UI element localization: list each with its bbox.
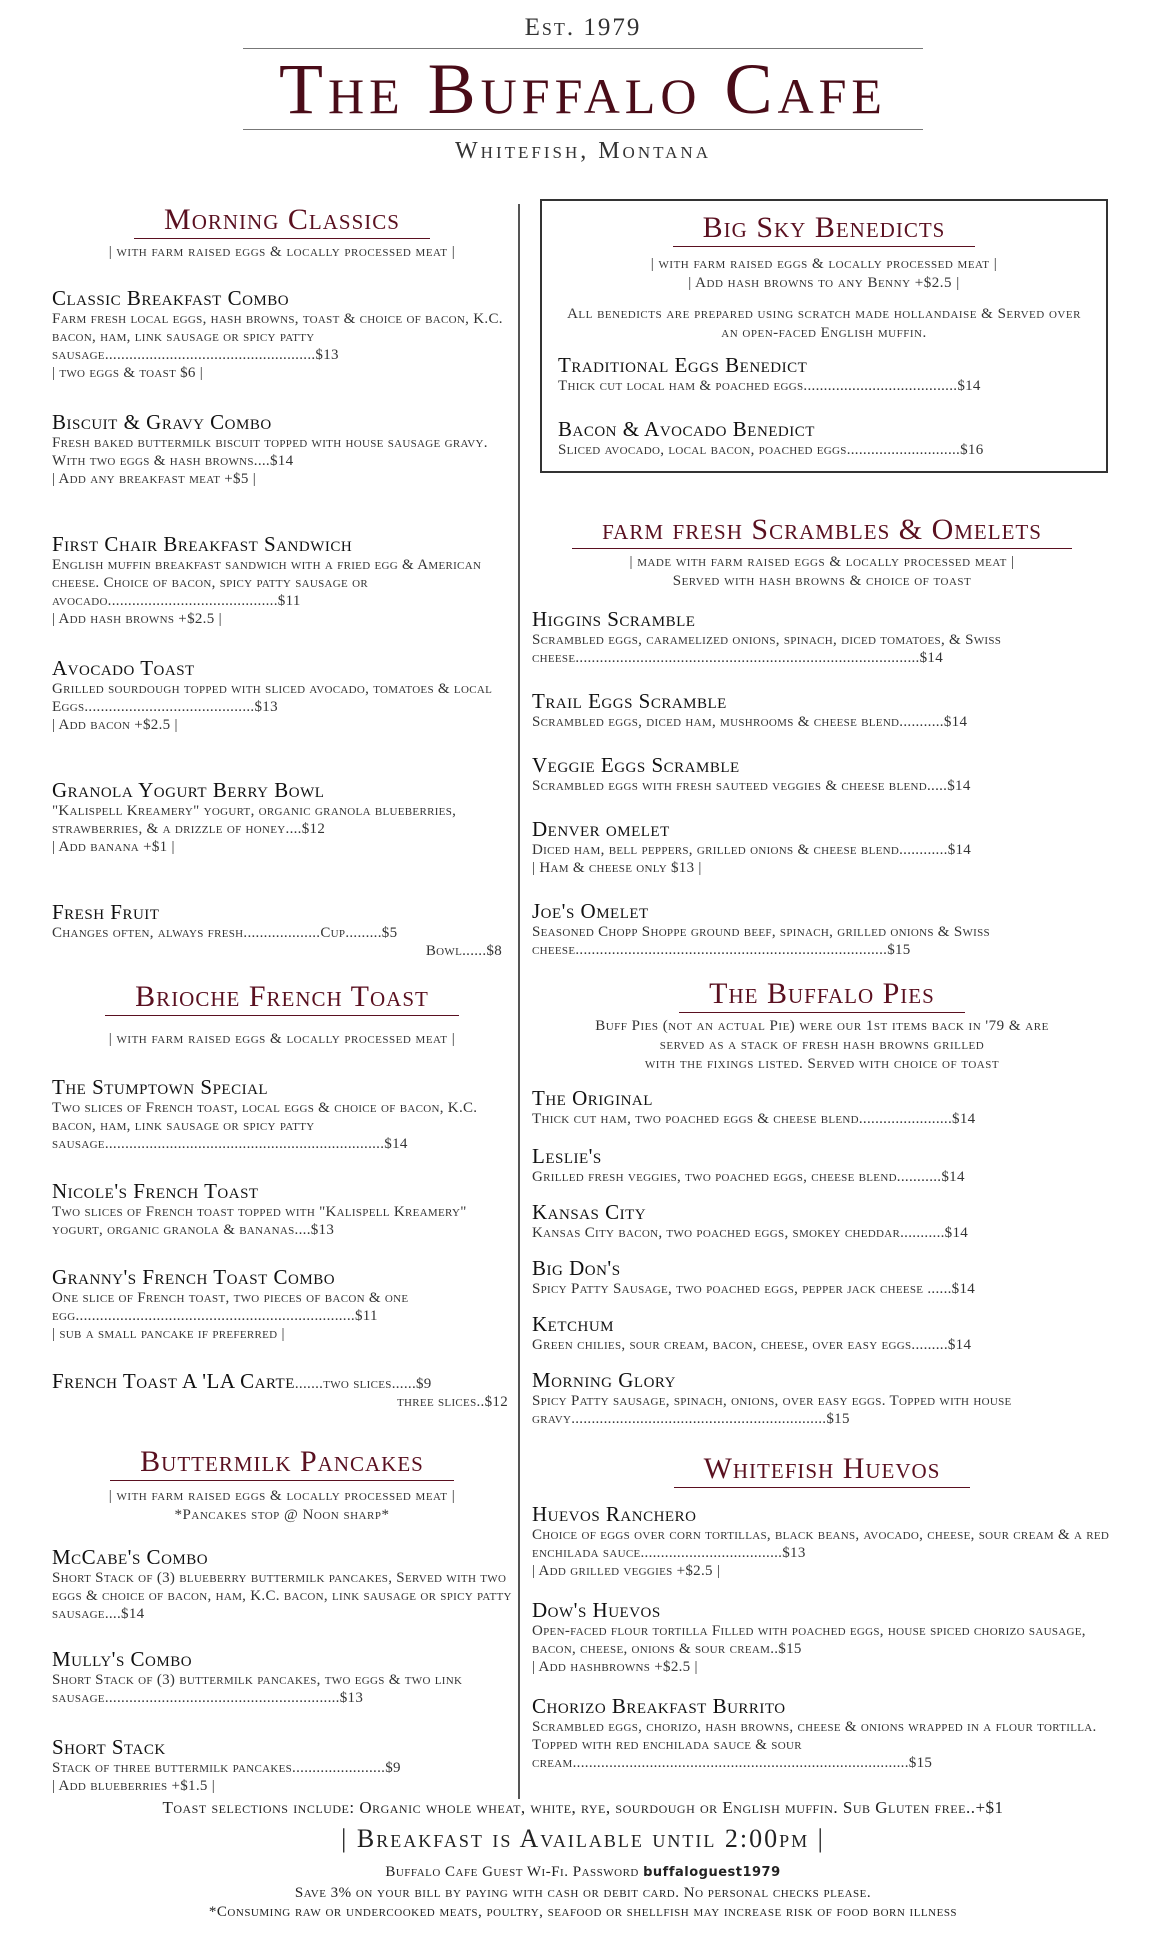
item-name: Short Stack — [52, 1735, 166, 1759]
location: Whitefish, Montana — [455, 138, 711, 164]
menu-item — [52, 1075, 512, 1153]
item-desc: Two slices of French toast topped with "Kalispell Kreamery" yogurt, organic granola & bananas....$13 — [52, 1204, 467, 1238]
item-name: Big Don's — [532, 1256, 621, 1280]
save-notice: Save 3% on your bill by paying with cash or debit card. No personal checks please. — [294, 1885, 872, 1901]
menu-item — [532, 607, 1112, 667]
menu-item — [532, 1144, 1112, 1186]
item-desc: Stack of three buttermilk pancakes.......................$9 — [52, 1760, 401, 1776]
item-name: Chorizo Breakfast Burrito — [532, 1694, 786, 1718]
item-name: First Chair Breakfast Sandwich — [52, 532, 353, 556]
item-name: Traditional Eggs Benedict — [558, 353, 808, 377]
menu-item — [558, 353, 1090, 395]
menu-item — [532, 1502, 1112, 1580]
item-desc: Grilled sourdough topped with sliced avocado, tomatoes & local Eggs..........................................$13 — [52, 681, 493, 715]
item-desc: Short Stack of (3) buttermilk pancakes, two eggs & two link sausage..........................................................$13 — [52, 1672, 463, 1706]
health-warning: *Consuming raw or undercooked meats, poultry, seafood or shellfish may increase risk of food born illness — [208, 1904, 958, 1920]
right-column — [532, 199, 1112, 1772]
item-name: Denver omelet — [532, 817, 670, 841]
item-note: | sub a small pancake if preferred | — [52, 1326, 285, 1342]
section-sub-benedicts-2: | Add hash browns to any Benny +$2.5 | — [688, 275, 960, 291]
section-title-benedicts: Big Sky Benedicts — [673, 211, 976, 247]
item-desc: Spicy Patty sausage, spinach, onions, over easy eggs. Topped with house gravy...............................................................$15 — [532, 1393, 1012, 1427]
menu-item — [532, 817, 1112, 877]
item-desc: Spicy Patty Sausage, two poached eggs, pepper jack cheese ......$14 — [532, 1281, 976, 1297]
item-desc: Scrambled eggs, diced ham, mushrooms & cheese blend...........$14 — [532, 714, 968, 730]
menu-item — [532, 1086, 1112, 1128]
section-title-scrambles: farm fresh Scrambles & Omelets — [572, 513, 1072, 549]
menu-item — [558, 417, 1090, 459]
menu-item — [52, 778, 512, 856]
section-title-pancakes: Buttermilk Pancakes — [110, 1445, 454, 1481]
section-title-huevos: Whitefish Huevos — [674, 1452, 971, 1488]
header — [0, 14, 1166, 165]
item-note: | two eggs & toast $6 | — [52, 365, 204, 381]
wifi-line — [0, 1864, 1166, 1881]
item-desc: Short Stack of (3) blueberry buttermilk pancakes, Served with two eggs & choice of bacon, ham, K.C. bacon, link sausage or spicy patty sausage....$14 — [52, 1570, 512, 1622]
item-name: Granola Yogurt Berry Bowl — [52, 778, 325, 802]
item-desc: One slice of French toast, two pieces of bacon & one egg.....................................................................$11 — [52, 1290, 409, 1324]
menu-item — [52, 656, 512, 734]
item-name: Biscuit & Gravy Combo — [52, 410, 272, 434]
section-sub-french: | with farm raised eggs & locally processed meat | — [108, 1031, 456, 1047]
menu-item — [52, 1647, 512, 1707]
item-name: Higgins Scramble — [532, 607, 696, 631]
item-note: three slices..$12 — [397, 1394, 508, 1410]
menu-item — [52, 532, 512, 628]
item-name: The Stumptown Special — [52, 1075, 269, 1099]
item-note: | Add blueberries +$1.5 | — [52, 1778, 216, 1794]
item-desc: .......two slices......$9 — [294, 1376, 432, 1392]
item-name: Leslie's — [532, 1144, 602, 1168]
item-name: Bacon & Avocado Benedict — [558, 417, 815, 441]
item-note: Bowl......$8 — [425, 943, 502, 959]
section-title-french: Brioche French Toast — [105, 980, 459, 1016]
section-sub-morning: | with farm raised eggs & locally processed meat | — [108, 244, 456, 260]
item-desc: Open-faced flour tortilla Filled with poached eggs, house spiced chorizo sausage, bacon, cheese, onions & sour cream..$15 — [532, 1623, 1086, 1657]
section-sub-benedicts-3: All benedicts are prepared using scratch made hollandaise & Served over an open-faced English muffin. — [567, 306, 1081, 341]
item-desc: Thick cut local ham & poached eggs......................................$14 — [558, 378, 981, 394]
menu-item — [52, 286, 512, 382]
item-name: Veggie Eggs Scramble — [532, 753, 740, 777]
menu-item — [52, 410, 512, 488]
footer — [0, 1798, 1166, 1921]
item-desc: Grilled fresh veggies, two poached eggs, cheese blend...........$14 — [532, 1169, 965, 1185]
section-sub-pies-2: served as a stack of fresh hash browns grilled — [659, 1037, 985, 1053]
section-sub-pancakes-2: *Pancakes stop @ Noon sharp* — [174, 1507, 390, 1523]
section-sub-pies: Buff Pies (not an actual Pie) were our 1st items back in '79 & are — [595, 1018, 1049, 1034]
item-name: Joe's Omelet — [532, 899, 649, 923]
item-desc: Seasoned Chopp Shoppe ground beef, spinach, grilled onions & Swiss cheese.............................................................................$15 — [532, 924, 990, 958]
toast-selections: Toast selections include: Organic whole wheat, white, rye, sourdough or English muffin. Sub Gluten free..+$1 — [162, 1798, 1004, 1817]
menu-item — [532, 753, 1112, 795]
availability: | Breakfast is Available until 2:00pm | — [341, 1824, 825, 1853]
header-rule-bottom — [243, 129, 923, 130]
est-year: Est. 1979 — [524, 14, 642, 41]
section-sub-pancakes: | with farm raised eggs & locally processed meat | — [108, 1488, 456, 1504]
section-title-morning: Morning Classics — [134, 203, 430, 239]
menu-item — [532, 1598, 1112, 1676]
section-sub-scrambles: | made with farm raised eggs & locally processed meat | — [629, 554, 1015, 570]
menu-item — [52, 1179, 512, 1239]
item-name: The Original — [532, 1086, 653, 1110]
item-desc: Scrambled eggs, caramelized onions, spinach, diced tomatoes, & Swiss cheese.....................................................................................$14 — [532, 632, 1002, 666]
item-name: McCabe's Combo — [52, 1545, 209, 1569]
item-desc: "Kalispell Kreamery" yogurt, organic granola blueberries, strawberries, & a drizzle of honey....$12 — [52, 803, 457, 837]
item-name: Fresh Fruit — [52, 900, 160, 924]
item-name: Morning Glory — [532, 1368, 676, 1392]
item-name: Huevos Ranchero — [532, 1502, 697, 1526]
item-note: | Add hashbrowns +$2.5 | — [532, 1659, 698, 1675]
menu-item — [52, 1545, 512, 1623]
item-note: | Ham & cheese only $13 | — [532, 860, 702, 876]
item-note: | Add any breakfast meat +$5 | — [52, 471, 256, 487]
item-name: Dow's Huevos — [532, 1598, 661, 1622]
item-note: | Add grilled veggies +$2.5 | — [532, 1563, 721, 1579]
item-desc: Thick cut ham, two poached eggs & cheese blend.......................$14 — [532, 1111, 976, 1127]
item-desc: Fresh baked buttermilk biscuit topped with house sausage gravy. With two eggs & hash browns....$14 — [52, 435, 488, 469]
section-sub-scrambles-2: Served with hash browns & choice of toast — [672, 573, 972, 589]
benedicts-box — [540, 199, 1108, 473]
item-name: Nicole's French Toast — [52, 1179, 259, 1203]
item-name: Classic Breakfast Combo — [52, 286, 290, 310]
menu-item — [532, 899, 1112, 959]
item-desc: Kansas City bacon, two poached eggs, smokey cheddar...........$14 — [532, 1225, 969, 1241]
menu-item — [532, 1312, 1112, 1354]
menu-item — [52, 900, 512, 960]
item-desc: Green chilies, sour cream, bacon, cheese, over easy eggs.........$14 — [532, 1337, 972, 1353]
menu-item — [52, 1735, 512, 1795]
menu-item — [52, 1265, 512, 1343]
item-name: Avocado Toast — [52, 656, 195, 680]
column-divider — [518, 204, 520, 1799]
item-note: | Add bacon +$2.5 | — [52, 717, 178, 733]
menu-item — [532, 689, 1112, 731]
item-desc: Scrambled eggs, chorizo, hash browns, cheese & onions wrapped in a flour tortilla. Topped with red enchilada sauce & sour cream...................................................................................$15 — [532, 1719, 1097, 1771]
section-sub-pies-3: with the fixings listed. Served with choice of toast — [644, 1056, 1000, 1072]
item-name: French Toast A 'LA Carte — [52, 1369, 295, 1393]
item-desc: Two slices of French toast, local eggs & choice of bacon, K.C. bacon, ham, link sausage or spicy patty sausage.....................................................................$14 — [52, 1100, 478, 1152]
menu-item — [532, 1694, 1112, 1772]
item-desc: Scrambled eggs with fresh sauteed veggies & cheese blend.....$14 — [532, 778, 971, 794]
item-name: Ketchum — [532, 1312, 614, 1336]
item-desc: English muffin breakfast sandwich with a fried egg & American cheese. Choice of bacon, spicy patty sausage or avocado..........................................$11 — [52, 557, 482, 609]
restaurant-title: The Buffalo Cafe — [279, 49, 887, 129]
item-name: Kansas City — [532, 1200, 647, 1224]
item-desc: Diced ham, bell peppers, grilled onions & cheese blend............$14 — [532, 842, 972, 858]
menu-item — [52, 1369, 512, 1393]
menu-item — [532, 1256, 1112, 1298]
item-desc: Changes often, always fresh...................Cup.........$5 — [52, 925, 398, 941]
menu-item — [532, 1200, 1112, 1242]
item-desc: Farm fresh local eggs, hash browns, toast & choice of bacon, K.C. bacon, ham, link sausage or spicy patty sausage....................................................$13 — [52, 311, 503, 363]
item-name: Granny's French Toast Combo — [52, 1265, 336, 1289]
item-desc: Sliced avocado, local bacon, poached eggs............................$16 — [558, 442, 984, 458]
section-sub-benedicts: | with farm raised eggs & locally processed meat | — [650, 256, 998, 272]
left-column — [52, 199, 512, 1795]
menu-item — [532, 1368, 1112, 1428]
item-note: | Add banana +$1 | — [52, 839, 175, 855]
section-title-pies: The Buffalo Pies — [679, 977, 965, 1013]
item-name: Trail Eggs Scramble — [532, 689, 727, 713]
wifi-label: Buffalo Cafe Guest Wi-Fi. Password — [385, 1864, 639, 1880]
item-desc: Choice of eggs over corn tortillas, black beans, avocado, cheese, sour cream & a red enchilada sauce...................................$13 — [532, 1527, 1110, 1561]
wifi-password: buffaloguest1979 — [643, 1865, 781, 1880]
item-name: Mully's Combo — [52, 1647, 193, 1671]
item-note: | Add hash browns +$2.5 | — [52, 611, 222, 627]
